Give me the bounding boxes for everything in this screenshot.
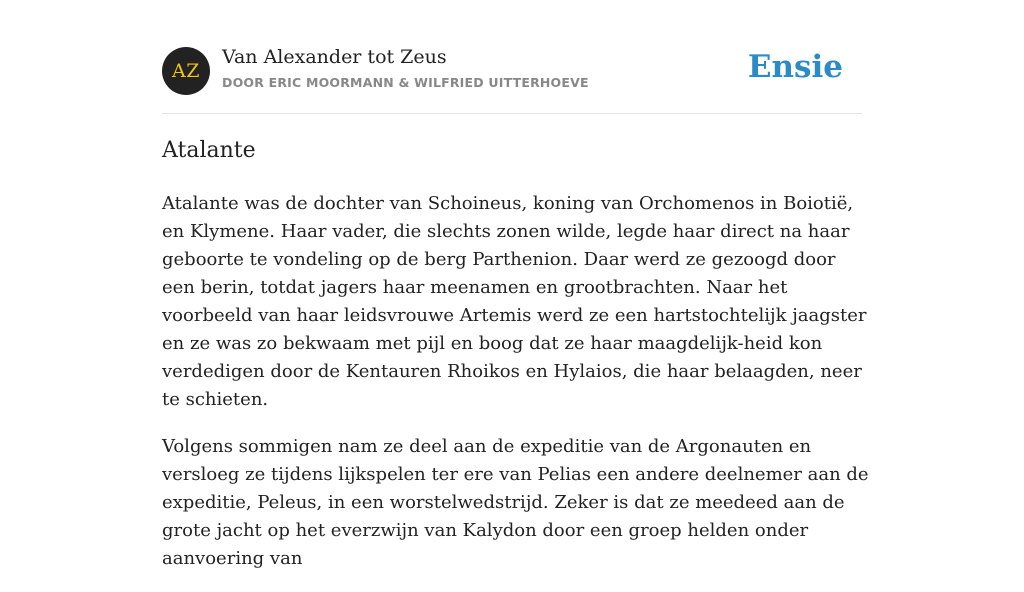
entry-paragraph: Atalante was de dochter van Schoineus, koning van Orchomenos in Boiotië, en Klymene. Haar vader, die slechts zonen wilde, legde haar direct na haar geboorte te vondeling op de berg Parthenion. Daar werd ze gezoogd door een berin, totdat jagers haar meenamen en grootbrachten. Naar het voorbeeld van haar leidsvrouwe Artemis werd ze een hartstochtelijk jaagster en ze was zo bekwaam met pijl en boog dat ze haar maagdelijk-heid kon verdedigen door de Kentauren Rhoikos en Hylaios, die haar belaagden, neer te schieten. [162, 193, 867, 410]
entry-title: Atalante [162, 138, 256, 163]
entry-content [162, 190, 872, 592]
book-header [162, 46, 862, 96]
header-divider [162, 113, 862, 114]
book-avatar[interactable]: AZ [162, 47, 210, 95]
book-title-link[interactable]: Van Alexander tot Zeus [222, 46, 447, 68]
entry-paragraph: Volgens sommigen nam ze deel aan de expeditie van de Argonauten en versloeg ze tijdens lijkspelen ter ere van Pelias een andere deelnemer aan de expeditie, Peleus, in een worstelwedstrijd. Zeker is dat ze meedeed aan de grote jacht op het everzwijn van Kalydon door een groep helden onder aanvoering van [162, 436, 869, 569]
book-authors: DOOR ERIC MOORMANN & WILFRIED UITTERHOEVE [222, 75, 589, 90]
ensie-logo[interactable]: Ensie [747, 49, 843, 85]
